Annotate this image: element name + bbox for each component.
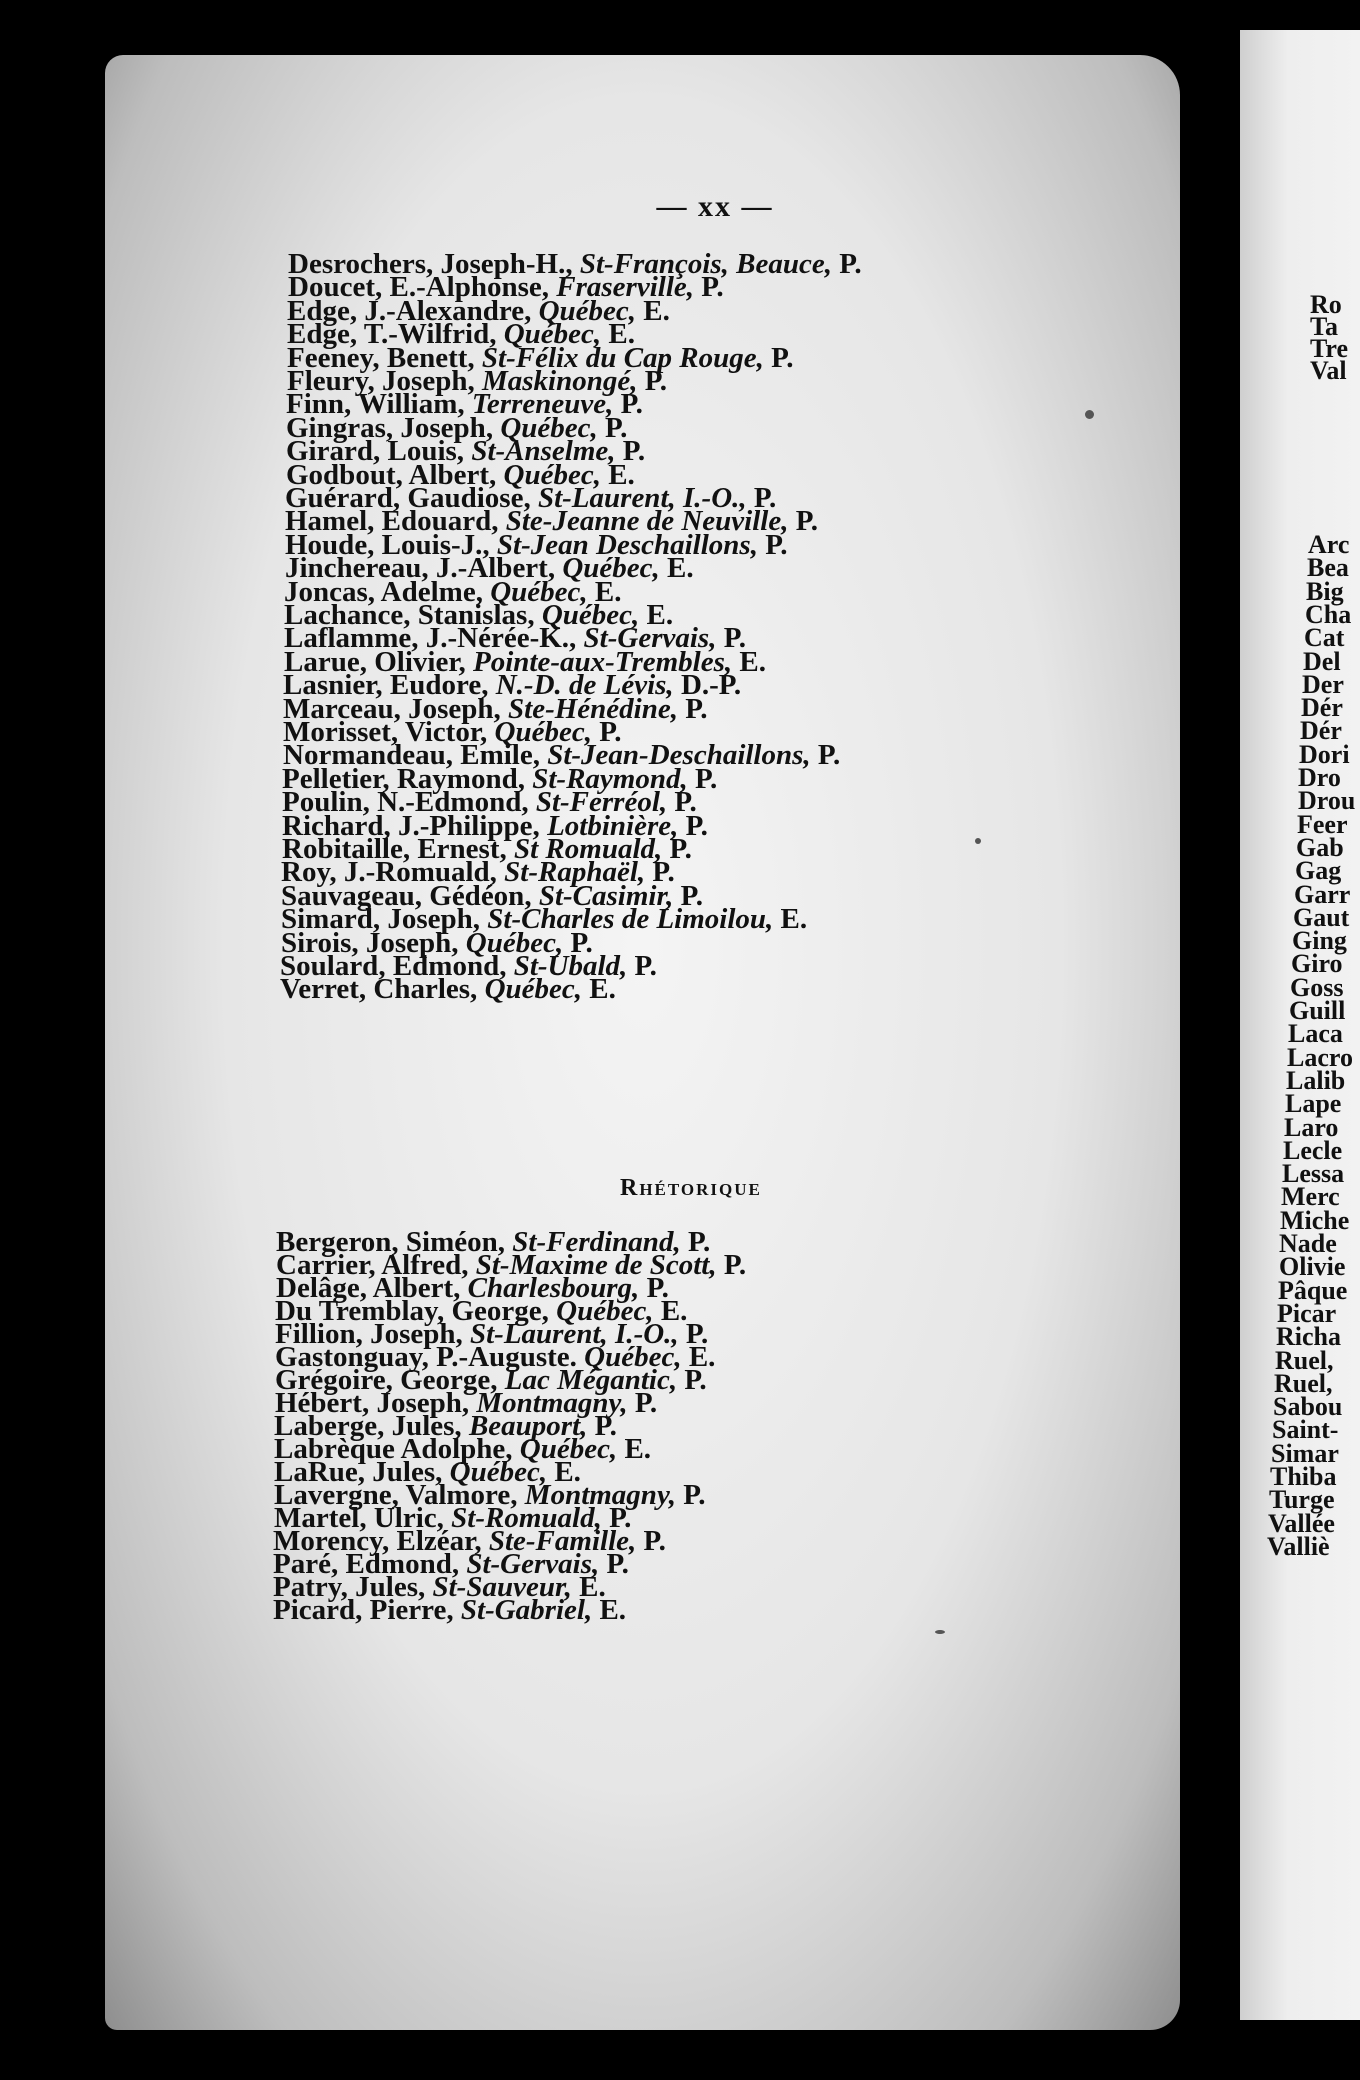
entry-status: E. — [773, 903, 808, 936]
entry-place: Lotbinière, — [547, 809, 679, 842]
entry-name: Desrochers, Joseph-H., — [288, 248, 580, 280]
adjacent-page-line: Gab — [1296, 832, 1344, 862]
entry-place: Fraserville, — [556, 271, 695, 304]
entry-name: Girard, Louis, — [286, 435, 472, 468]
entry-place: St-Maxime de Scott, — [475, 1249, 717, 1281]
entry-name: Finn, William, — [286, 388, 472, 421]
entry-place: St-Sauveur, — [432, 1571, 572, 1603]
entry-place: Beauport, — [468, 1410, 588, 1442]
entry-status: P. — [645, 856, 675, 889]
entry-name: Houde, Louis-J., — [285, 528, 497, 561]
entry-status: E. — [600, 458, 635, 491]
adjacent-page-line: Cha — [1305, 599, 1352, 629]
adjacent-page-line: Ruel, — [1275, 1345, 1334, 1375]
entry-status: E. — [547, 1456, 581, 1488]
entry-place: Maskinongé, — [481, 365, 638, 397]
entry-place: Charlesbourg, — [467, 1272, 640, 1304]
entry-place: St-Laurent, I.-O., — [470, 1318, 679, 1350]
adjacent-page-line: Drou — [1298, 786, 1356, 816]
entry-name: Simard, Joseph, — [281, 903, 488, 936]
adjacent-page-line: Lalib — [1286, 1065, 1346, 1095]
entry-name: Marceau, Joseph, — [283, 692, 509, 725]
entry-place: St-Anselme, — [471, 435, 616, 468]
entry-place: Québec, — [519, 1433, 618, 1465]
print-speck — [935, 1630, 945, 1634]
adjacent-page-line: Valliè — [1267, 1531, 1330, 1561]
entry-name: Verret, Charles, — [280, 973, 485, 1006]
adjacent-page-line: Giro — [1291, 949, 1343, 979]
entry-name: Joncas, Adelme, — [284, 575, 491, 608]
adjacent-page-line: Ging — [1292, 926, 1347, 956]
entry-status: P. — [639, 1272, 669, 1304]
entry-status: P. — [716, 622, 747, 655]
adjacent-page-line: Saint- — [1272, 1415, 1339, 1445]
list-entry — [280, 975, 616, 1004]
entry-status: P. — [763, 341, 794, 374]
adjacent-page-line: Olivie — [1279, 1252, 1346, 1282]
entry-status: P. — [597, 411, 628, 444]
entry-place: St-Jean Deschaillons, — [496, 528, 758, 561]
print-speck — [1085, 410, 1094, 419]
adjacent-page-line: Garr — [1294, 879, 1351, 909]
list-entry — [273, 1596, 626, 1625]
entry-status: P. — [694, 271, 724, 304]
entry-name: Normandeau, Emile, — [283, 739, 548, 772]
entry-place: St-Gabriel, — [460, 1594, 593, 1626]
entry-place: St-Ferdinand, — [512, 1226, 681, 1258]
entry-name: Jinchereau, J.-Albert, — [285, 552, 563, 585]
entry-place: Ste-Hénédine, — [508, 692, 678, 725]
entry-status: P. — [680, 1226, 711, 1258]
entry-name: Paré, Edmond, — [273, 1548, 467, 1580]
entry-status: E. — [571, 1571, 606, 1603]
entry-place: Québec, — [484, 973, 582, 1006]
entry-status: E. — [592, 1594, 627, 1626]
adjacent-page-line: Vallée — [1268, 1508, 1335, 1538]
entry-name: Lasnier, Eudore, — [283, 669, 496, 702]
entry-name: Hamel, Edouard, — [285, 505, 506, 538]
entry-status: E. — [732, 645, 766, 678]
entry-status: P. — [636, 1525, 666, 1557]
entry-place: St-François, Beauce, — [579, 248, 833, 280]
entry-place: Québec, — [500, 411, 598, 444]
entry-status: P. — [627, 1387, 658, 1419]
entry-place: Québec, — [584, 1341, 682, 1373]
adjacent-page-line: Thiba — [1270, 1462, 1337, 1491]
adjacent-page-line: Richa — [1276, 1322, 1341, 1352]
entry-status: P. — [810, 739, 841, 772]
entry-status: P. — [587, 1410, 617, 1442]
adjacent-page-line: Dér — [1300, 716, 1342, 746]
entry-name: Fillion, Joseph, — [275, 1318, 470, 1350]
entry-name: Godbout, Albert, — [286, 458, 504, 491]
adjacent-page-line: Merc — [1281, 1182, 1340, 1212]
entry-place: St-Ubald, — [513, 950, 628, 982]
entry-name: Bergeron, Siméon, — [276, 1226, 513, 1258]
entry-name: Richard, J.-Philippe, — [282, 809, 548, 842]
entry-place: St-Gervais, — [466, 1548, 600, 1580]
entry-name: Lachance, Stanislas, — [284, 599, 542, 631]
entry-name: Morisset, Victor, — [283, 716, 495, 748]
entry-name: Gingras, Joseph, — [286, 411, 501, 444]
entry-status: P. — [673, 879, 703, 912]
adjacent-page-line: Lessa — [1282, 1159, 1345, 1189]
entry-place: Pointe-aux-Trembles, — [473, 645, 733, 678]
entry-name: Picard, Pierre, — [273, 1594, 461, 1626]
entry-status: E. — [653, 1295, 688, 1327]
adjacent-page-line: Feer — [1297, 809, 1348, 839]
entry-name: Sauvageau, Gédéon, — [281, 879, 539, 912]
entry-status: E. — [681, 1341, 716, 1373]
entry-status: P. — [662, 833, 692, 865]
adjacent-page-line: Bea — [1307, 553, 1349, 583]
entry-name: Larue, Olivier, — [284, 645, 474, 678]
adjacent-page-line: Arc — [1308, 530, 1350, 559]
adjacent-page-line: Ruel, — [1274, 1368, 1333, 1398]
entry-name: Delâge, Albert, — [276, 1272, 468, 1304]
entry-place: St-Casimir, — [538, 879, 674, 912]
entry-status: P. — [677, 1364, 707, 1396]
page-gutter — [1180, 0, 1240, 2080]
adjacent-page-line: Ta — [1310, 312, 1338, 341]
entry-place: N.-D. de Lévis, — [495, 669, 674, 702]
entry-name: Sirois, Joseph, — [281, 926, 466, 959]
adjacent-page-line: Ro — [1310, 290, 1342, 319]
entry-place: St-Ferréol, — [535, 786, 668, 819]
entry-place: St-Jean-Deschaillons, — [547, 739, 811, 772]
entry-status: P. — [678, 1318, 709, 1350]
adjacent-page-line: Gag — [1295, 856, 1342, 886]
entry-status: P. — [675, 1479, 706, 1511]
entry-place: St-Gervais, — [583, 622, 717, 655]
section-heading: Rhétorique — [620, 1175, 762, 1201]
entry-place: Québec, — [541, 599, 640, 631]
entry-status: P. — [757, 528, 788, 561]
adjacent-page-line: Tre — [1310, 334, 1349, 363]
entry-name: Labrèque Adolphe, — [274, 1433, 520, 1465]
entry-place: Québec, — [503, 318, 602, 351]
entry-status: D.-P. — [673, 669, 742, 702]
print-speck — [975, 838, 981, 844]
entry-name: Du Tremblay, George, — [275, 1295, 557, 1327]
entry-place: St-Raphaël, — [504, 856, 646, 889]
entry-place: Québec, — [449, 1456, 548, 1488]
entry-status: P. — [832, 248, 862, 280]
entry-name: Martel, Ulric, — [274, 1502, 452, 1534]
adjacent-page-line: Dér — [1301, 693, 1343, 723]
entry-place: St-Romuald, — [451, 1502, 602, 1534]
adjacent-page-line: Picar — [1277, 1298, 1337, 1328]
entry-name: Poulin, N.-Edmond, — [282, 786, 536, 819]
entry-name: Edge, J.-Alexandre, — [287, 294, 539, 327]
entry-name: Carrier, Alfred, — [276, 1249, 476, 1281]
entry-status: E. — [636, 294, 670, 327]
entry-status: P. — [599, 1548, 629, 1580]
entry-place: Québec, — [490, 575, 588, 608]
entry-name: Edge, T.-Wilfrid, — [287, 318, 504, 351]
adjacent-page-line: Laro — [1284, 1112, 1339, 1142]
entry-name: Hébert, Joseph, — [275, 1387, 477, 1419]
adjacent-page-line: Dori — [1299, 739, 1350, 769]
entry-status: P. — [678, 809, 708, 842]
adjacent-page-line: Lape — [1285, 1089, 1342, 1119]
entry-place: Québec, — [562, 552, 660, 585]
entry-status: P. — [677, 692, 708, 725]
adjacent-page-line: Sabou — [1273, 1392, 1343, 1422]
entry-place: St Romuald, — [514, 833, 663, 865]
entry-name: LaRue, Jules, — [274, 1456, 450, 1488]
entry-status: P. — [601, 1502, 632, 1534]
entry-place: St-Félix du Cap Rouge, — [481, 341, 764, 374]
entry-status: P. — [591, 716, 622, 748]
entry-status: P. — [788, 505, 819, 538]
adjacent-page-line: Big — [1306, 576, 1344, 606]
adjacent-page-line: Simar — [1271, 1438, 1339, 1468]
adjacent-page-line: Pâque — [1278, 1275, 1348, 1305]
entry-name: Lavergne, Valmore, — [274, 1479, 525, 1511]
entry-place: St-Laurent, I.-O., — [537, 482, 747, 514]
entry-place: Québec, — [465, 926, 564, 959]
entry-status: E. — [601, 318, 636, 351]
entry-place: Montmagny, — [524, 1479, 676, 1511]
entry-status: P. — [563, 926, 593, 959]
adjacent-page-line: Dro — [1298, 763, 1341, 792]
adjacent-page-line: Lecle — [1283, 1135, 1343, 1165]
entry-place: Québec, — [494, 716, 592, 748]
entry-place: St-Raymond, — [532, 762, 688, 795]
page-number: — xx — — [656, 190, 774, 223]
adjacent-page-line: Val — [1310, 356, 1347, 385]
adjacent-page-line: Nade — [1279, 1229, 1337, 1258]
entry-name: Guérard, Gaudiose, — [285, 482, 538, 514]
entry-status: P. — [667, 786, 697, 819]
entry-name: Soulard, Edmond, — [280, 950, 514, 982]
entry-status: E. — [582, 973, 616, 1006]
adjacent-page-line: Lacro — [1287, 1042, 1353, 1072]
entry-status: P. — [627, 950, 657, 982]
entry-name: Roy, J.-Romuald, — [281, 856, 505, 889]
entry-status: P. — [716, 1249, 747, 1281]
adjacent-page-line: Miche — [1280, 1205, 1350, 1235]
adjacent-page-line: Gaut — [1293, 902, 1350, 932]
adjacent-page-line: Goss — [1290, 972, 1344, 1002]
adjacent-page-line: Cat — [1304, 623, 1345, 653]
adjacent-page-line: Guill — [1289, 996, 1346, 1025]
entry-status: P. — [746, 482, 777, 514]
entry-status: E. — [639, 599, 674, 631]
entry-name: Patry, Jules, — [273, 1571, 433, 1603]
adjacent-page-line: Laca — [1288, 1019, 1343, 1049]
entry-status: E. — [659, 552, 694, 585]
entry-place: Québec, — [503, 458, 601, 491]
entry-name: Laberge, Jules, — [274, 1410, 469, 1442]
adjacent-page-line: Der — [1302, 669, 1344, 699]
entry-place: Terreneuve, — [471, 388, 614, 421]
entry-place: Lac Mégantic, — [504, 1364, 678, 1396]
entry-name: Fleury, Joseph, — [287, 365, 482, 397]
entry-place: Montmagny, — [476, 1387, 628, 1419]
entry-status: E. — [587, 575, 622, 608]
entry-name: Morency, Elzéar, — [273, 1525, 489, 1557]
entry-name: Robitaille, Ernest, — [282, 833, 514, 865]
entry-status: P. — [613, 388, 643, 421]
entry-place: Québec, — [538, 294, 637, 327]
entry-place: St-Charles de Limoilou, — [487, 903, 774, 936]
entry-status: P. — [615, 435, 646, 468]
entry-status: E. — [617, 1433, 652, 1465]
entry-status: P. — [637, 365, 668, 397]
adjacent-page-line: Turge — [1269, 1485, 1335, 1515]
entry-name: Pelletier, Raymond, — [282, 762, 533, 795]
entry-name: Doucet, E.-Alphonse, — [288, 271, 557, 304]
entry-name: Gastonguay, P.-Auguste. — [275, 1341, 585, 1373]
entry-place: Ste-Jeanne de Neuville, — [505, 505, 789, 538]
adjacent-page-line: Del — [1303, 646, 1341, 676]
entry-place: Ste-Famille, — [488, 1525, 637, 1557]
entry-place: Québec, — [556, 1295, 654, 1327]
entry-name: Feeney, Benett, — [287, 341, 482, 374]
entry-name: Laflamme, J.-Nérée-K., — [284, 622, 584, 655]
entry-name: Grégoire, George, — [275, 1364, 505, 1396]
entry-status: P. — [687, 762, 718, 795]
